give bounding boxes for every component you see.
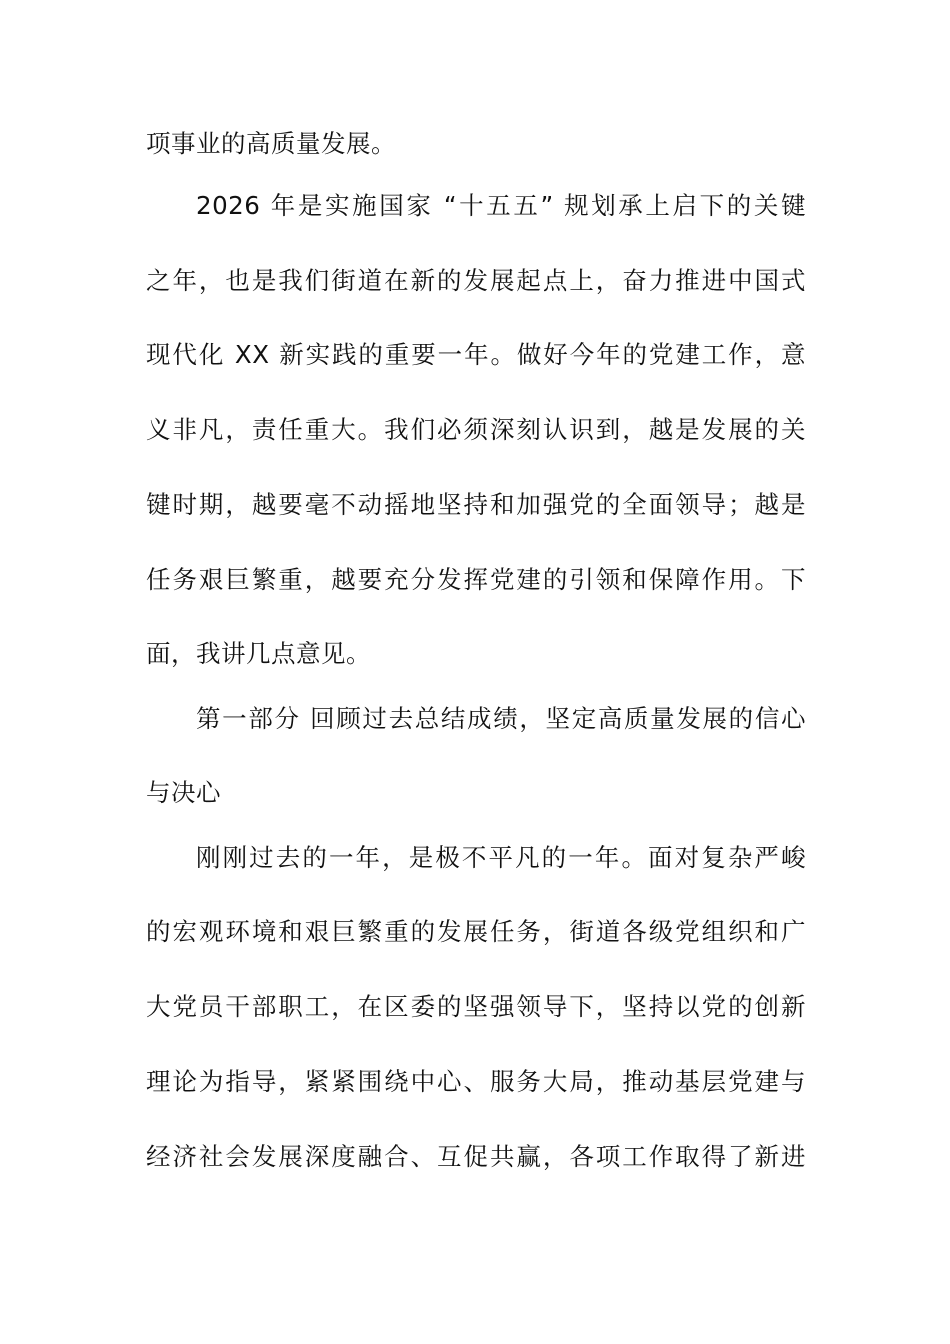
text-line: 任务艰巨繁重，越要充分发挥党建的引领和保障作用。下: [146, 565, 806, 594]
text-line: 面，我讲几点意见。: [146, 639, 371, 668]
text-line: 2026 年是实施国家 “十五五” 规划承上启下的关键: [196, 191, 806, 220]
text-line: 的宏观环境和艰巨繁重的发展任务，街道各级党组织和广: [146, 917, 806, 946]
section-heading-cont: 与决心: [146, 778, 221, 807]
text-line: 理论为指导，紧紧围绕中心、服务大局，推动基层党建与: [146, 1067, 806, 1096]
text-line: 项事业的高质量发展。: [146, 129, 396, 158]
text-line: 刚刚过去的一年，是极不平凡的一年。面对复杂严峻: [196, 843, 806, 872]
text-line: 现代化 XX 新实践的重要一年。做好今年的党建工作，意: [146, 340, 806, 369]
text-line: 义非凡，责任重大。我们必须深刻认识到，越是发展的关: [146, 415, 806, 444]
section-heading: 第一部分 回顾过去总结成绩，坚定高质量发展的信心: [196, 704, 806, 733]
text-line: 键时期，越要毫不动摇地坚持和加强党的全面领导；越是: [146, 490, 806, 519]
text-line: 经济社会发展深度融合、互促共赢，各项工作取得了新进: [146, 1142, 806, 1171]
text-line: 大党员干部职工，在区委的坚强领导下，坚持以党的创新: [146, 992, 806, 1021]
text-line: 之年，也是我们街道在新的发展起点上，奋力推进中国式: [146, 266, 806, 295]
